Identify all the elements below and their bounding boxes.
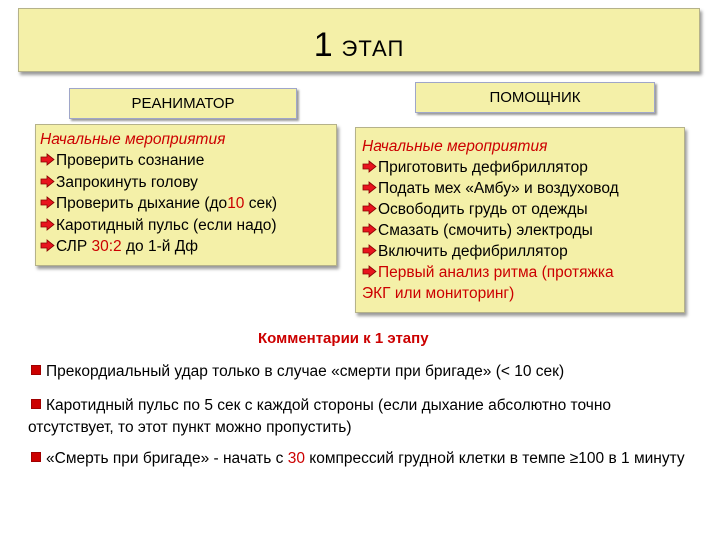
list-item: Проверить дыхание (до10 сек) <box>40 193 336 215</box>
helper-header: ПОМОЩНИК <box>415 82 655 113</box>
comments-title: Комментарии к 1 этапу <box>258 330 429 347</box>
red-arrow-icon <box>362 160 377 173</box>
reanimator-actions-panel <box>35 124 337 266</box>
list-item: СЛР 30:2 до 1-й Дф <box>40 236 336 258</box>
red-arrow-icon <box>40 196 55 209</box>
red-arrow-icon <box>40 153 55 166</box>
list-item: Включить дефибриллятор <box>362 241 684 262</box>
red-arrow-icon <box>362 244 377 257</box>
helper-list-title: Начальные мероприятия <box>362 138 548 155</box>
red-square-bullet-icon <box>31 452 41 462</box>
helper-actions-panel <box>355 127 685 313</box>
title-word: ЭТАП <box>341 36 405 61</box>
comment-item: Каротидный пульс по 5 сек с каждой стороны (если дыхание абсолютно точно отсутствует, то этот пункт можно пропустить) <box>28 397 612 436</box>
list-item: Смазать (смочить) электроды <box>362 220 684 241</box>
comment-item: Прекордиальный удар только в случае «смерти при бригаде» (< 10 сек) <box>28 361 688 383</box>
red-square-bullet-icon <box>31 365 41 375</box>
list-item-continuation: ЭКГ или мониторинг) <box>362 285 515 302</box>
red-arrow-icon <box>362 223 377 236</box>
title-panel <box>18 8 700 72</box>
red-arrow-icon <box>40 218 55 231</box>
red-square-bullet-icon <box>31 399 41 409</box>
title-number: 1 <box>313 26 333 64</box>
list-item: Первый анализ ритма (протяжка <box>362 262 684 283</box>
page-title <box>19 27 699 67</box>
red-arrow-icon <box>362 265 377 278</box>
red-arrow-icon <box>362 202 377 215</box>
list-item: Освободить грудь от одежды <box>362 199 684 220</box>
red-arrow-icon <box>362 181 377 194</box>
reanimator-list-title: Начальные мероприятия <box>40 131 226 148</box>
list-item: Приготовить дефибриллятор <box>362 157 684 178</box>
red-arrow-icon <box>40 175 55 188</box>
comment-item: «Смерть при бригаде» - начать с 30 компрессий грудной клетки в темпе ≥100 в 1 минуту <box>28 448 688 470</box>
red-arrow-icon <box>40 239 55 252</box>
list-item: Запрокинуть голову <box>40 172 336 194</box>
list-item: Каротидный пульс (если надо) <box>40 215 336 237</box>
list-item: Проверить сознание <box>40 150 336 172</box>
reanimator-header: РЕАНИМАТОР <box>69 88 297 119</box>
list-item: Подать мех «Амбу» и воздуховод <box>362 178 684 199</box>
